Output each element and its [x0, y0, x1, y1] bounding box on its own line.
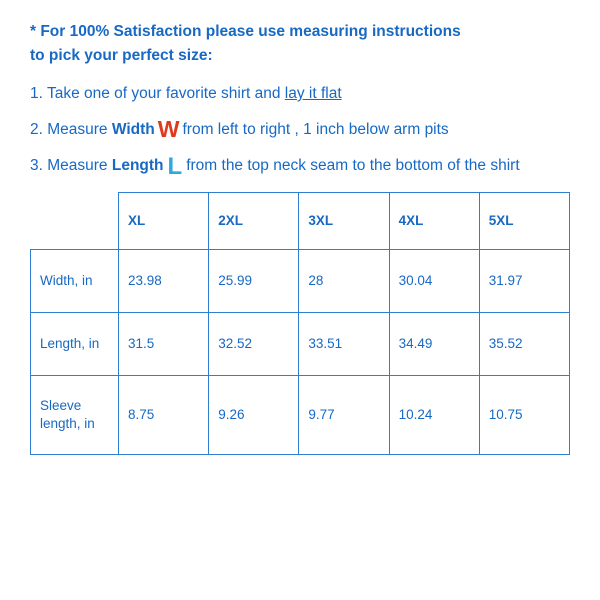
cell-length-3xl: 33.51 — [299, 313, 389, 376]
step-3-keyword: Length — [111, 157, 164, 175]
cell-sleeve-3xl: 9.77 — [299, 376, 389, 455]
step-2-text-before: Measure — [47, 121, 112, 139]
column-header-xl: XL — [119, 193, 209, 250]
intro-line-2: to pick your perfect size: — [30, 47, 213, 65]
cell-length-4xl: 34.49 — [389, 313, 479, 376]
cell-sleeve-4xl: 10.24 — [389, 376, 479, 455]
step-1-number: 1. — [30, 85, 43, 103]
width-glyph-icon: W — [157, 116, 180, 143]
length-glyph-icon: L — [167, 153, 183, 181]
step-1-emphasis: lay it flat — [284, 85, 342, 103]
size-chart-table — [30, 192, 570, 455]
step-2-keyword: Width — [111, 121, 155, 139]
row-label-sleeve-length: Sleeve length, in — [31, 376, 119, 455]
intro-line-1: * For 100% Satisfaction please use measuring instructions — [30, 23, 461, 40]
table-corner-cell — [31, 193, 119, 250]
instruction-step-1 — [30, 82, 570, 106]
cell-length-xl: 31.5 — [119, 313, 209, 376]
column-header-2xl: 2XL — [209, 193, 299, 250]
column-header-3xl: 3XL — [299, 193, 389, 250]
table-header-row — [31, 193, 570, 250]
cell-sleeve-xl: 8.75 — [119, 376, 209, 455]
table-row — [31, 376, 570, 455]
instruction-step-3 — [30, 153, 570, 181]
step-1-text: Take one of your favorite shirt and — [46, 85, 285, 103]
table-row — [31, 250, 570, 313]
column-header-5xl: 5XL — [479, 193, 569, 250]
cell-length-2xl: 32.52 — [209, 313, 299, 376]
row-label-width: Width, in — [31, 250, 119, 313]
column-header-4xl: 4XL — [389, 193, 479, 250]
cell-sleeve-2xl: 9.26 — [209, 376, 299, 455]
row-label-length: Length, in — [31, 313, 119, 376]
table-row — [31, 313, 570, 376]
cell-length-5xl: 35.52 — [479, 313, 569, 376]
cell-sleeve-5xl: 10.75 — [479, 376, 569, 455]
cell-width-2xl: 25.99 — [209, 250, 299, 313]
cell-width-xl: 23.98 — [119, 250, 209, 313]
step-3-text-after: from the top neck seam to the bottom of the shirt — [186, 157, 520, 175]
instruction-step-2 — [30, 118, 570, 142]
intro-text — [30, 20, 570, 68]
cell-width-5xl: 31.97 — [479, 250, 569, 313]
cell-width-3xl: 28 — [299, 250, 389, 313]
step-3-number: 3. — [30, 157, 43, 175]
step-2-number: 2. — [30, 121, 43, 139]
step-3-text-before: Measure — [47, 157, 112, 175]
cell-width-4xl: 30.04 — [389, 250, 479, 313]
step-2-text-after: from left to right , 1 inch below arm pits — [182, 121, 449, 139]
